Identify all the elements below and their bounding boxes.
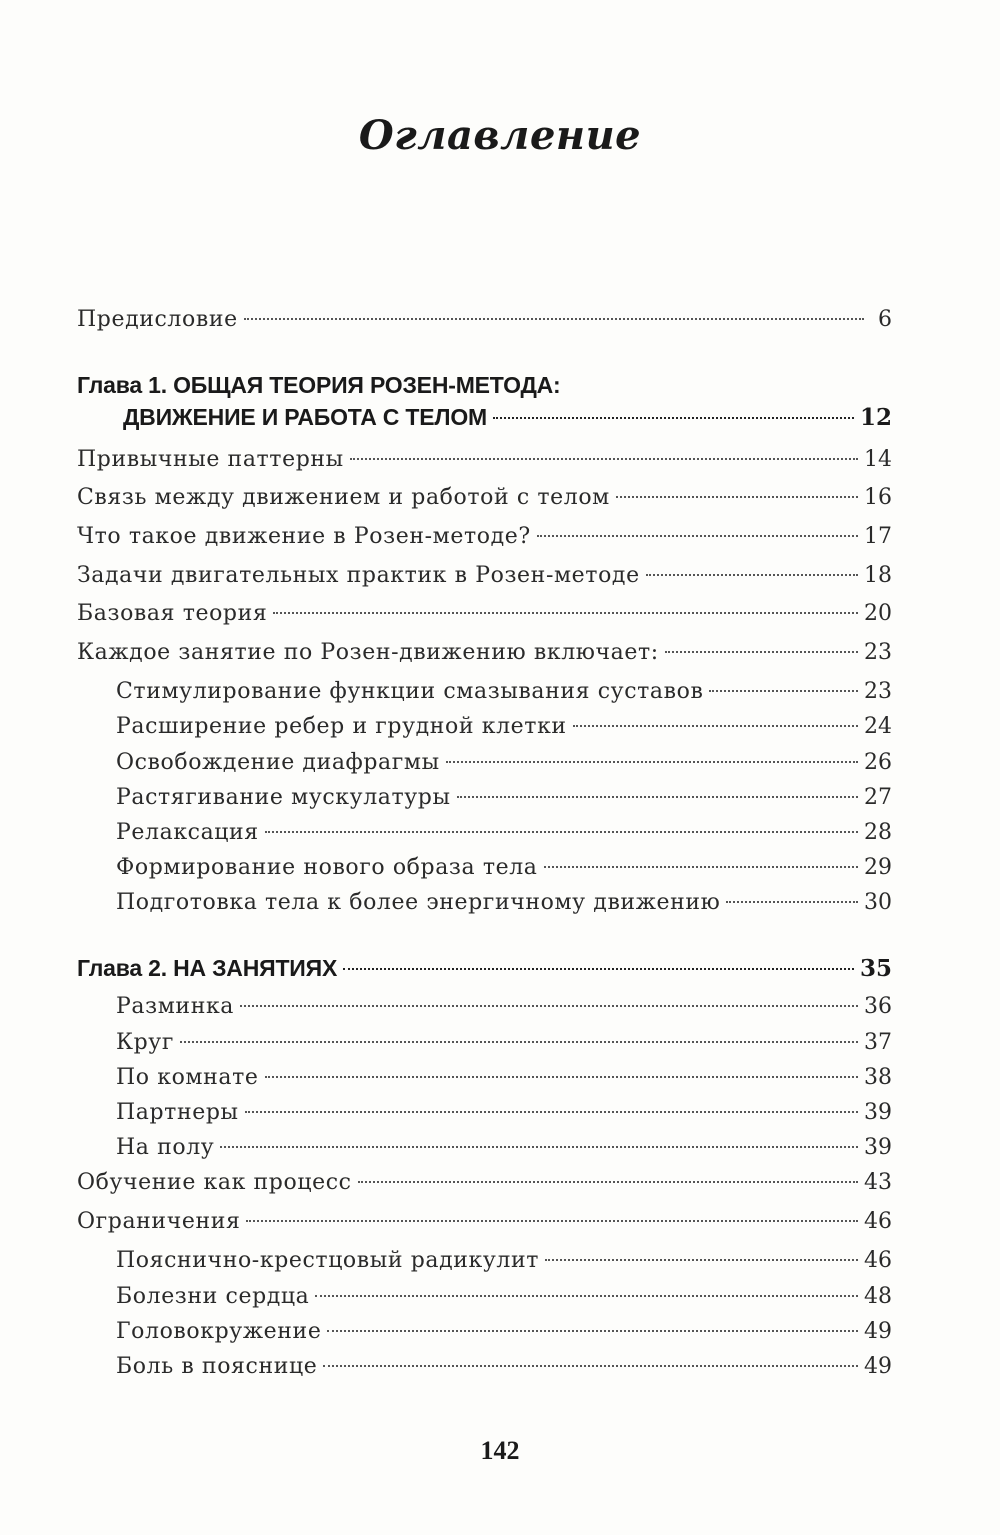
toc-label: Головокружение: [116, 1319, 322, 1344]
dot-leader: [323, 1365, 858, 1367]
toc-label: Боль в пояснице: [116, 1354, 318, 1379]
dot-leader: [180, 1041, 858, 1043]
toc-label: Каждое занятие по Розен-движению включает:: [77, 640, 659, 665]
toc-page-number: 18: [864, 563, 892, 588]
toc-page-number: 43: [864, 1170, 892, 1195]
dot-leader: [273, 612, 858, 614]
toc-page-number: 28: [864, 820, 892, 845]
toc-subentry: [116, 1282, 892, 1312]
dot-leader: [709, 690, 858, 692]
dot-leader: [493, 417, 854, 419]
toc-subentry: [116, 1133, 892, 1163]
toc-page-number: 48: [864, 1284, 892, 1309]
toc-subentry: [116, 853, 892, 883]
toc-subentry: [116, 818, 892, 848]
dot-leader: [446, 761, 858, 763]
toc-subentry: [116, 888, 892, 918]
toc-subentry: [116, 677, 892, 707]
toc-label: Освобождение диафрагмы: [116, 750, 440, 775]
toc-entry-chapter-1: [123, 402, 892, 432]
dot-leader: [350, 458, 858, 460]
dot-leader: [343, 968, 854, 970]
toc-page-number: 27: [864, 785, 892, 810]
toc-page-number: 12: [859, 404, 892, 431]
toc-page-number: 14: [864, 447, 892, 472]
toc-page-number: 39: [864, 1100, 892, 1125]
toc-label: Ограничения: [77, 1209, 241, 1234]
toc-entry-chapter-2: [77, 953, 892, 983]
toc-page-number: 46: [864, 1209, 892, 1234]
toc-page-number: 36: [864, 994, 892, 1019]
dot-leader: [544, 866, 858, 868]
toc-entry-preface: [77, 305, 892, 335]
toc-label: Привычные паттерны: [77, 447, 344, 472]
dot-leader: [665, 651, 858, 653]
dot-leader: [245, 1111, 858, 1113]
toc-page-number: 39: [864, 1135, 892, 1160]
toc-label: Что такое движение в Розен-методе?: [77, 524, 531, 549]
toc-subentry: [116, 783, 892, 813]
toc-label: Формирование нового образа тела: [116, 855, 538, 880]
toc-label: Круг: [116, 1030, 174, 1055]
toc-page-number: 35: [859, 955, 892, 982]
dot-leader: [220, 1146, 858, 1148]
toc-page-number: 30: [864, 890, 892, 915]
toc-label: Обучение как процесс: [77, 1170, 352, 1195]
toc-subentry: [116, 992, 892, 1022]
dot-leader: [457, 796, 858, 798]
dot-leader: [240, 1005, 858, 1007]
toc-page-number: 6: [878, 307, 892, 332]
toc-subentry: [116, 1352, 892, 1382]
dot-leader: [358, 1181, 858, 1183]
dot-leader: [244, 318, 864, 320]
toc-subentry: [116, 748, 892, 778]
toc-subentry: [116, 1098, 892, 1128]
toc-label: Стимулирование функции смазывания суставов: [116, 679, 704, 704]
dot-leader: [616, 496, 858, 498]
toc-label: Предисловие: [77, 307, 238, 332]
toc-entry: [77, 483, 892, 513]
toc-page-number: 49: [864, 1319, 892, 1344]
toc-page-number: 37: [864, 1030, 892, 1055]
toc-label: Пояснично-крестцовый радикулит: [116, 1248, 540, 1273]
toc-page-number: 17: [864, 524, 892, 549]
chapter-1-heading: Глава 1. ОБЩАЯ ТЕОРИЯ РОЗЕН-МЕТОДА:: [77, 372, 561, 398]
toc-page-number: 46: [864, 1248, 892, 1273]
toc-label: На полу: [116, 1135, 215, 1160]
toc-page-number: 26: [864, 750, 892, 775]
toc-subentry: [116, 1317, 892, 1347]
toc-label: Базовая теория: [77, 601, 268, 626]
toc-page-number: 16: [864, 485, 892, 510]
page-title: Оглавление: [358, 112, 642, 159]
toc-page-number: 20: [864, 601, 892, 626]
toc-label: Разминка: [116, 994, 235, 1019]
toc-label: Глава 2. НА ЗАНЯТИЯХ: [77, 955, 338, 981]
toc-label: Связь между движением и работой с телом: [77, 485, 610, 510]
dot-leader: [573, 725, 858, 727]
toc-subentry: [116, 1028, 892, 1058]
toc-page-number: 23: [864, 640, 892, 665]
toc-subentry: [116, 712, 892, 742]
toc-entry: [77, 1168, 892, 1198]
toc-page-number: 23: [864, 679, 892, 704]
toc-entry: [77, 1207, 892, 1237]
toc-label: Подготовка тела к более энергичному движению: [116, 890, 721, 915]
dot-leader: [646, 574, 858, 576]
toc-label: По комнате: [116, 1065, 259, 1090]
toc-entry: [77, 522, 892, 552]
toc-label: ДВИЖЕНИЕ И РАБОТА С ТЕЛОМ: [123, 404, 487, 430]
toc-page-number: 38: [864, 1065, 892, 1090]
dot-leader: [537, 535, 858, 537]
toc-label: Растягивание мускулатуры: [116, 785, 451, 810]
toc-entry: [77, 445, 892, 475]
toc-subentry: [116, 1063, 892, 1093]
dot-leader: [545, 1259, 858, 1261]
toc-label: Задачи двигательных практик в Розен-методе: [77, 563, 640, 588]
toc-page-number: 24: [864, 714, 892, 739]
toc-entry: [77, 561, 892, 591]
toc-label: Расширение ребер и грудной клетки: [116, 714, 567, 739]
dot-leader: [726, 901, 858, 903]
toc-label: Болезни сердца: [116, 1284, 310, 1309]
toc-label: Релаксация: [116, 820, 259, 845]
toc-entry: [77, 638, 892, 668]
dot-leader: [315, 1295, 858, 1297]
toc-label: Партнеры: [116, 1100, 239, 1125]
page-number: 142: [480, 1436, 520, 1465]
toc-subentry: [116, 1246, 892, 1276]
dot-leader: [327, 1330, 858, 1332]
dot-leader: [265, 1076, 858, 1078]
toc-page-number: 29: [864, 855, 892, 880]
toc-page-number: 49: [864, 1354, 892, 1379]
dot-leader: [246, 1220, 858, 1222]
toc-entry: [77, 599, 892, 629]
dot-leader: [265, 831, 858, 833]
